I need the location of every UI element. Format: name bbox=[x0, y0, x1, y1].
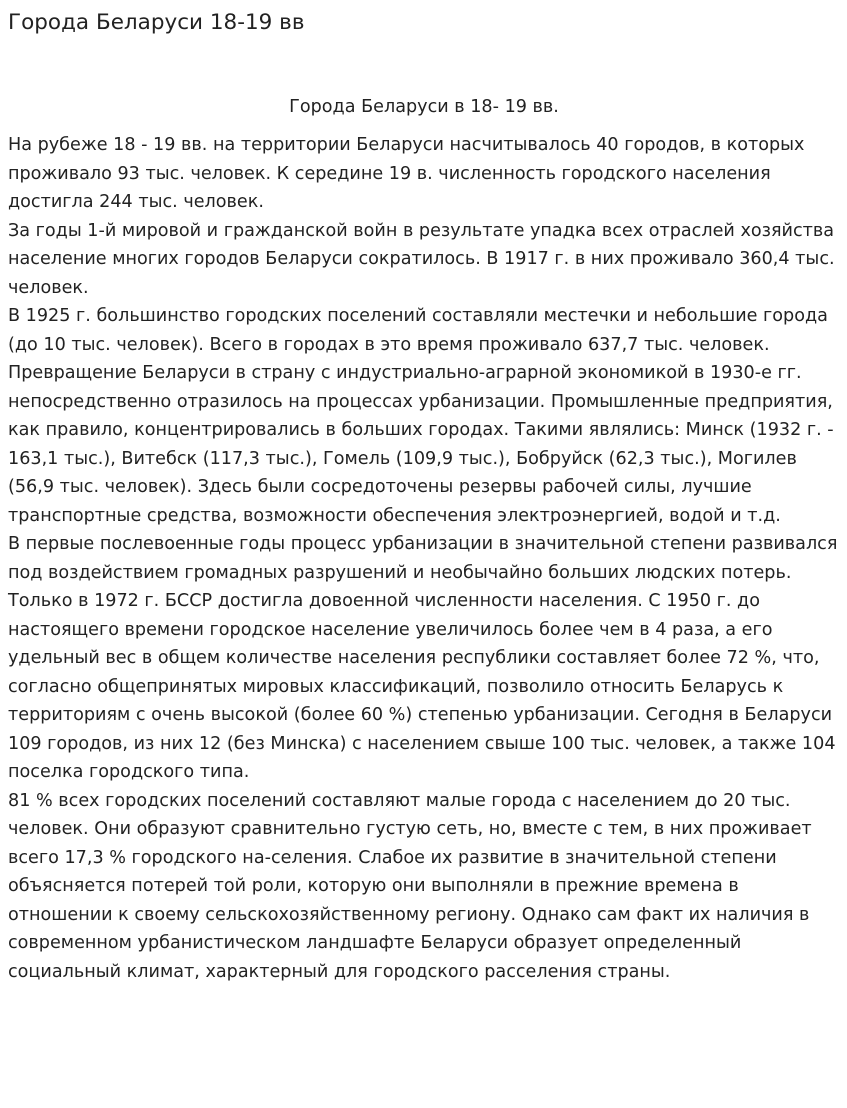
paragraph-4: В первые послевоенные годы процесс урбанизации в значительной степени развивался под воздействием громадных разрушений и необычайно больших людских потерь. Только в 1972 г. БССР достигла довоенной численности населения. С 1950 г. до настоящего времени городское население увеличилось более чем в 4 раза, а его удельный вес в общем количестве населения республики составляет более 72 %, что, согласно общепринятых мировых классификаций, позволило относить Беларусь к территориям с очень высокой (более 60 %) степенью урбанизации. Сегодня в Беларуси 109 городов, из них 12 (без Минска) с населением свыше 100 тыс. человек, а также 104 поселка городского типа. bbox=[8, 534, 838, 782]
document-heading: Города Беларуси в 18- 19 вв. bbox=[289, 97, 559, 117]
page-title: Города Беларуси 18-19 вв bbox=[8, 10, 305, 35]
paragraph-1: На рубеже 18 - 19 вв. на территории Беларуси насчитывалось 40 городов, в которых проживало 93 тыс. человек. К середине 19 в. численность городского населения достигла 244 тыс. человек. bbox=[8, 135, 805, 212]
paragraph-5: 81 % всех городских поселений составляют малые города с населением до 20 тыс. человек. Они образуют сравнительно густую сеть, но, вместе с тем, в них проживает всего 17,3 % городского на-селения. Слабое их развитие в значительной степени объясняется потерей той роли, которую они выполняли в прежние времена в отношении к своему сельскохозяйственному региону. Однако сам факт их наличия в современном урбанистическом ландшафте Беларуси образует определенный социальный климат, характерный для городского расселения страны. bbox=[8, 790, 812, 982]
document-body bbox=[8, 131, 840, 986]
paragraph-3: В 1925 г. большинство городских поселений составляли местечки и небольшие города (до 10 тыс. человек). Всего в городах в это время проживало 637,7 тыс. человек. Превращение Беларуси в страну с индустриально-аграрной экономикой в 1930-е гг. непосредственно отразилось на процессах урбанизации. Промышленные предприятия, как правило, концентрировались в больших городах. Такими являлись: Минск (1932 г. - 163,1 тыс.), Витебск (117,3 тыс.), Гомель (109,9 тыс.), Бобруйск (62,3 тыс.), Могилев (56,9 тыс. человек). Здесь были сосредоточены резервы рабочей силы, лучшие транспортные средства, возможности обеспечения электроэнергией, водой и т.д. bbox=[8, 306, 834, 526]
page-content bbox=[8, 0, 840, 986]
paragraph-2: За годы 1-й мировой и гражданской войн в результате упадка всех отраслей хозяйства население многих городов Беларуси сократилось. В 1917 г. в них проживало 360,4 тыс. человек. bbox=[8, 220, 835, 298]
